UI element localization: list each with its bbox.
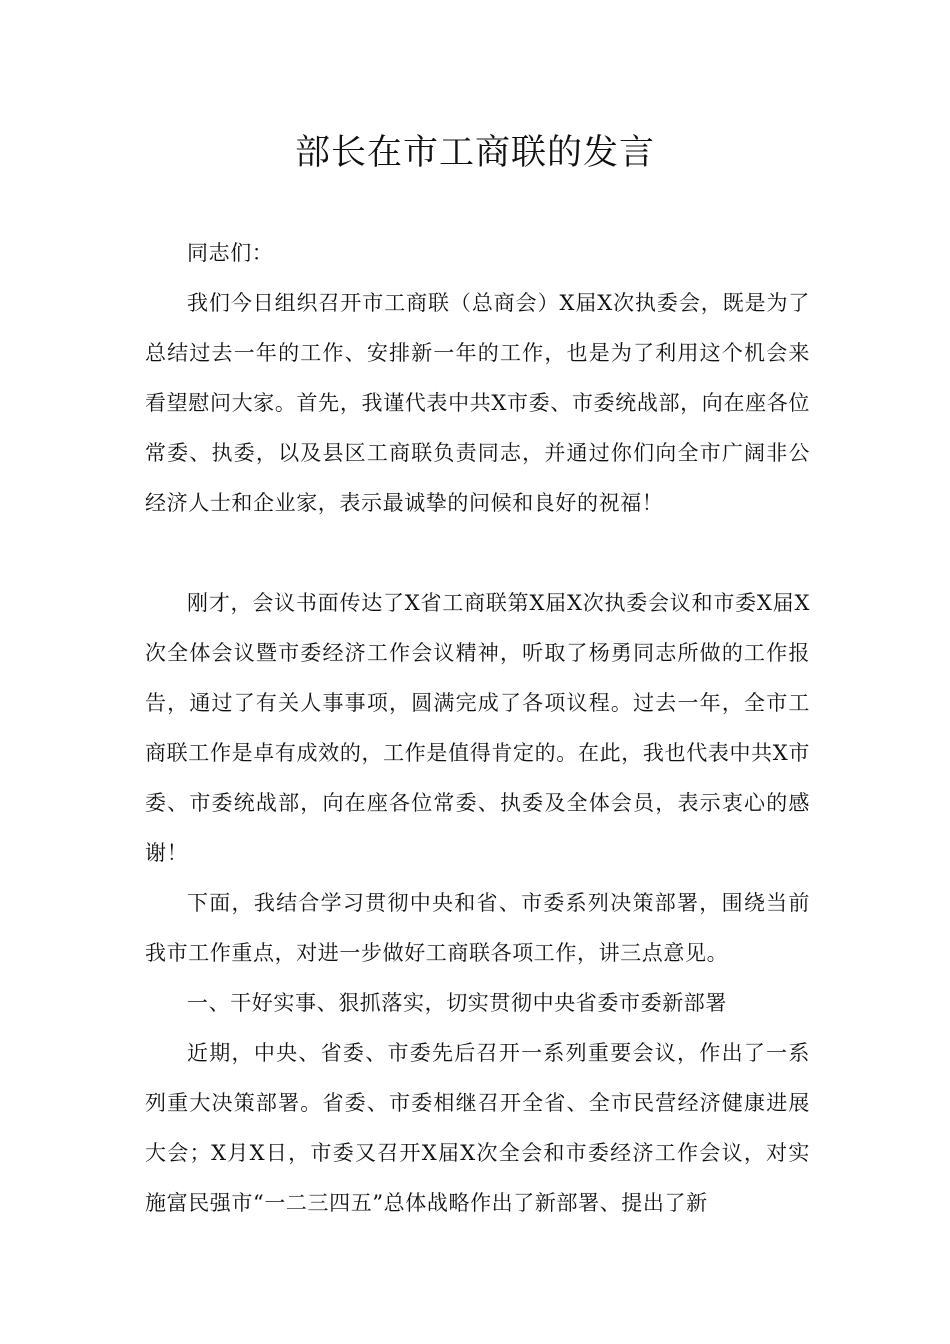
salutation: 同志们： — [187, 241, 274, 265]
document-body — [145, 228, 810, 1228]
paragraph-section-1: 近期，中央、省委、市委先后召开一系列重要会议，作出了一系列重大决策部署。省委、市委相继召开全省、全市民营经济健康进展大会；X月X日，市委又召开X届X次全会和市委经济工作会议，对实施富民强市“一二三四五”总体战略作出了新部署、提出了新 — [145, 1041, 810, 1215]
paragraph-opening: 我们今日组织召开市工商联（总商会）X届X次执委会，既是为了总结过去一年的工作、安排新一年的工作，也是为了利用这个机会来看望慰问大家。首先，我谨代表中共X市委、市委统战部，向在座各位常委、执委，以及县区工商联负责同志，并通过你们向全市广阔非公经济人士和企业家，表示最诚挚的问候和良好的祝福！ — [145, 291, 810, 515]
document-title: 部长在市工商联的发言 — [294, 133, 655, 173]
paragraph-review: 刚才，会议书面传达了X省工商联第X届X次执委会议和市委X届X次全体会议暨市委经济工作会议精神，听取了杨勇同志所做的工作报告，通过了有关人事事项，圆满完成了各项议程。过去一年，全市工商联工作是卓有成效的，工作是值得肯定的。在此，我也代表中共X市委、市委统战部，向在座各位常委、执委及全体会员，表示衷心的感谢！ — [145, 591, 810, 865]
paragraph-intro: 下面，我结合学习贯彻中央和省、市委系列决策部署，围绕当前我市工作重点，对进一步做好工商联各项工作，讲三点意见。 — [145, 891, 810, 965]
section-heading-1: 一、干好实事、狠抓落实，切实贯彻中央省委市委新部署 — [187, 991, 727, 1015]
paragraph-spacer — [145, 528, 810, 578]
